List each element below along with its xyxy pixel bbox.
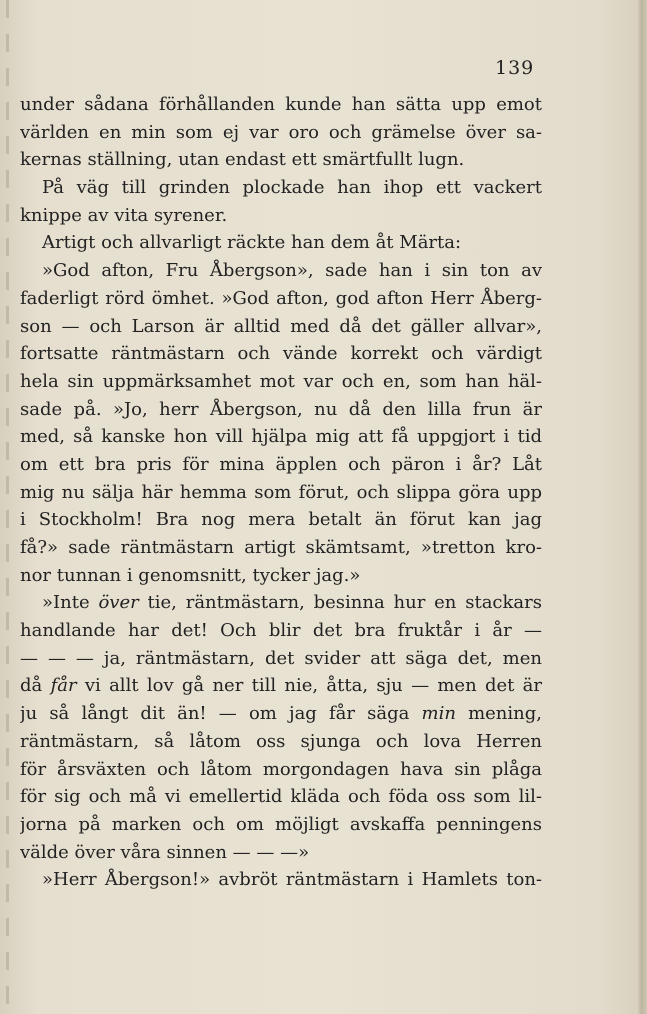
text-line: På väg till grinden plockade han ihop ett vackert bbox=[42, 177, 542, 199]
text-line: nor tunnan i genomsnitt, tycker jag.» bbox=[20, 564, 361, 586]
text-line: välde över våra sinnen — — —» bbox=[20, 841, 310, 863]
text-line: hela sin uppmärksamhet mot var och en, som han häl- bbox=[20, 370, 542, 392]
emphasized-word: min bbox=[421, 703, 456, 725]
text-line: mig nu sälja här hemma som förut, och slippa göra upp bbox=[20, 481, 542, 503]
text-line: sade på. »Jo, herr Åbergson, nu då den lilla frun är bbox=[20, 398, 542, 420]
text-line: få?» sade räntmästarn artigt skämtsamt, »tretton kro- bbox=[20, 537, 542, 558]
text-line: med, så kanske hon vill hjälpa mig att få uppgjort i tid bbox=[20, 426, 542, 448]
text-line: jorna på marken och om möjligt avskaffa penningens bbox=[20, 813, 542, 835]
text-line: fortsatte räntmästarn och vände korrekt och värdigt bbox=[20, 343, 542, 365]
text-line: son — och Larson är alltid med då det gäller allvar», bbox=[20, 315, 542, 337]
text-line: under sådana förhållanden kunde han sätta upp emot bbox=[20, 94, 542, 115]
emphasized-word: över bbox=[98, 592, 139, 614]
text-line: för årsväxten och låtom morgondagen hava sin plåga bbox=[20, 758, 542, 780]
text-line: för sig och må vi emellertid kläda och föda oss som lil- bbox=[20, 786, 542, 808]
text-line: »Inte över tie, räntmästarn, besinna hur en stackars bbox=[42, 592, 542, 614]
text-line: räntmästarn, så låtom oss sjunga och lova Herren bbox=[20, 730, 542, 752]
text-line: i Stockholm! Bra nog mera betalt än förut kan jag bbox=[20, 509, 542, 531]
text-line: knippe av vita syrener. bbox=[20, 204, 228, 226]
text-line: kernas ställning, utan endast ett smärtfullt lugn. bbox=[20, 149, 465, 171]
text-line: — — — ja, räntmästarn, det svider att säga det, men bbox=[20, 647, 542, 669]
text-line: världen en min som ej var oro och grämelse över sa- bbox=[20, 121, 542, 143]
text-line: om ett bra pris för mina äpplen och päron i år? Låt bbox=[20, 453, 542, 475]
text-line: »God afton, Fru Åbergson», sade han i sin ton av bbox=[42, 260, 542, 282]
text-line: faderligt rörd ömhet. »God afton, god afton Herr Åberg- bbox=[20, 287, 542, 309]
page-number: 139 bbox=[495, 57, 535, 79]
page-gutter-shadow bbox=[6, 0, 9, 1014]
emphasized-word: får bbox=[50, 675, 77, 697]
text-line: Artigt och allvarligt räckte han dem åt Märta: bbox=[42, 232, 462, 254]
text-line: då får vi allt lov gå ner till nie, åtta, sju — men det är bbox=[20, 675, 542, 697]
page-edge bbox=[638, 0, 647, 1014]
text-line: handlande har det! Och blir det bra fruktår i år — bbox=[20, 620, 542, 642]
text-line: ju så långt dit än! — om jag får säga min mening, bbox=[20, 703, 542, 725]
text-line: »Herr Åbergson!» avbröt räntmästarn i Hamlets ton- bbox=[42, 869, 542, 891]
body-text bbox=[20, 91, 542, 894]
